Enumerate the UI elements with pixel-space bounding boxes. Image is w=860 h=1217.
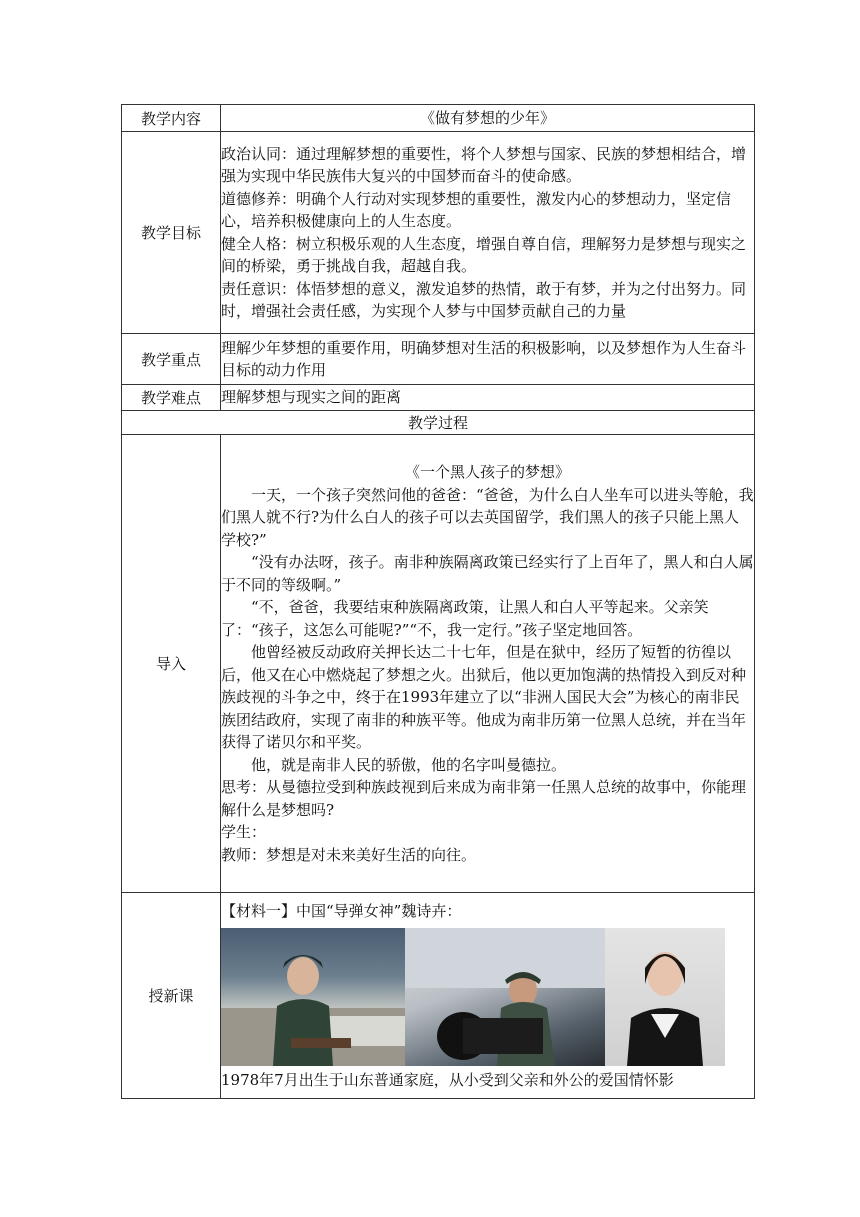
material-text: 1978年7月出生于山东普通家庭，从小受到父亲和外公的爱国情怀影 — [221, 1070, 674, 1089]
photo-officer-at-console — [221, 928, 405, 1066]
intro-label: 导入 — [122, 435, 221, 893]
story-paragraph: “不，爸爸，我要结束种族隔离政策，让黑人和白人平等起来。父亲笑了：“孩子，这怎么可能呢?”“不，我一定行。”孩子坚定地回答。 — [221, 598, 709, 639]
goal-item: 道德修养：明确个人行动对实现梦想的重要性，激发内心的梦想动力，坚定信心，培养积极健康向上的人生态度。 — [221, 189, 732, 230]
story-paragraph: 一天，一个孩子突然问他的爸爸：“爸爸，为什么白人坐车可以进头等舱，我们黑人就不行?为什么白人的孩子可以去英国留学，我们黑人的孩子只能上黑人学校?” — [221, 485, 754, 549]
goals-label: 教学目标 — [122, 132, 221, 334]
photo-portrait — [605, 928, 725, 1066]
story-paragraph: 他，就是南非人民的骄傲，他的名字叫曼德拉。 — [251, 755, 567, 774]
difficulty-value: 理解梦想与现实之间的距离 — [221, 385, 755, 411]
think-question: 思考：从曼德拉受到种族歧视到后来成为南非第一任黑人总统的故事中，你能理解什么是梦想吗? — [221, 778, 747, 819]
content-value: 《做有梦想的少年》 — [221, 105, 755, 132]
process-title: 教学过程 — [122, 411, 755, 435]
goals-cell — [221, 132, 755, 334]
student-line: 学生： — [221, 823, 267, 841]
story-paragraph: 他曾经被反动政府关押长达二十七年，但是在狱中，经历了短暂的彷徨以后，他又在心中燃烧起了梦想之火。出狱后，他以更加饱满的热情投入到反对种族歧视的斗争之中，终于在1993年建立了以“非洲人国民大会”为核心的南非民族团结政府，实现了南非的种族平等。他成为南非历第一位黑人总统，并在当年获得了诺贝尔和平奖。 — [221, 643, 747, 751]
key-value: 理解少年梦想的重要作用，明确梦想对生活的积极影响，以及梦想作为人生奋斗目标的动力作用 — [221, 334, 755, 385]
material-title: 【材料一】中国“导弹女神”魏诗卉： — [221, 902, 462, 920]
new-lesson-cell — [221, 893, 755, 1099]
difficulty-label: 教学难点 — [122, 385, 221, 411]
goal-item: 政治认同：通过理解梦想的重要性，将个人梦想与国家、民族的梦想相结合，增强为实现中华民族伟大复兴的中国梦而奋斗的使命感。 — [221, 144, 747, 185]
new-lesson-label: 授新课 — [122, 893, 221, 1099]
photo-officer-with-instrument — [405, 928, 605, 1066]
photo-strip — [221, 928, 754, 1066]
key-label: 教学重点 — [122, 334, 221, 385]
story-paragraph: “没有办法呀，孩子。南非种族隔离政策已经实行了上百年了，黑人和白人属于不同的等级啊。” — [221, 553, 754, 594]
goal-item: 健全人格：树立积极乐观的人生态度，增强自尊自信，理解努力是梦想与现实之间的桥梁，勇于挑战自我，超越自我。 — [221, 234, 747, 275]
teacher-line: 教师：梦想是对未来美好生活的向往。 — [221, 845, 477, 864]
goal-item: 责任意识：体悟梦想的意义，激发追梦的热情，敢于有梦，并为之付出努力。同时，增强社会责任感，为实现个人梦与中国梦贡献自己的力量 — [221, 279, 747, 320]
intro-cell — [221, 435, 755, 893]
intro-title: 《一个黑人孩子的梦想》 — [404, 463, 570, 481]
lesson-plan-table — [121, 104, 755, 1099]
content-label: 教学内容 — [122, 105, 221, 132]
